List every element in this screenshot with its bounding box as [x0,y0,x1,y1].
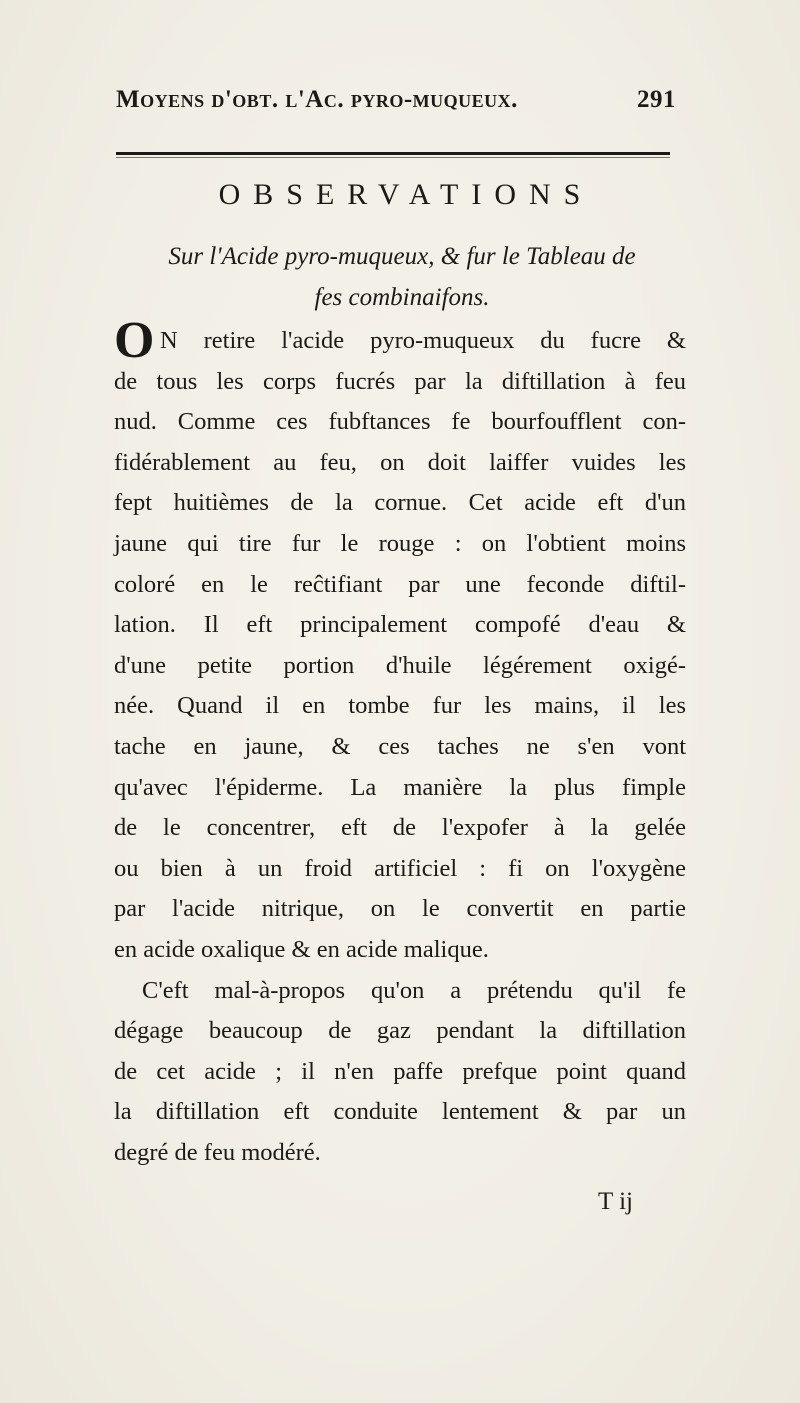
section-subheading [118,236,686,318]
text-line: née. Quand il en tombe fur les mains, il les [114,692,686,720]
text-line: fidérablement au feu, on doit laiffer vuides les [114,448,686,476]
text-line: ou bien à un froid artificiel : fi on l'oxygène [114,854,686,882]
text-line: N retire l'acide pyro-muqueux du fucre & [160,327,686,354]
subheading-line: fes combinaifons. [314,284,490,311]
text-line: C'eft mal-à-propos qu'on a prétendu qu'il fe [142,976,686,1004]
header-rule-thin [116,157,670,158]
body-text [114,321,686,1173]
text-line: lation. Il eft principalement compofé d'eau & [114,611,686,639]
section-heading: OBSERVATIONS [218,178,594,211]
running-head [116,86,676,126]
header-rule [116,152,670,155]
text-line: la diftillation eft conduite lentement & par un [114,1098,686,1126]
text-line: tache en jaune, & ces taches ne s'en vont [114,732,686,760]
text-line: coloré en le reĉtifiant par une feconde diftil- [114,570,686,598]
running-head-title: Moyens d'obt. l'Ac. pyro-muqueux. [116,86,518,113]
text-line: qu'avec l'épiderme. La manière la plus fimple [114,773,686,801]
text-line: de le concentrer, eft de l'expofer à la gelée [114,814,686,842]
text-line: par l'acide nitrique, on le convertit en partie [114,895,686,923]
text-line: de cet acide ; il n'en paffe prefque point quand [114,1057,686,1085]
text-line: degré de feu modéré. [114,1138,321,1166]
drop-cap: O [114,312,155,369]
page-number: 291 [637,86,676,113]
text-line: fept huitièmes de la cornue. Cet acide eft d'un [114,489,686,517]
subheading-line: Sur l'Acide pyro-muqueux, & fur le Tableau de [168,243,636,270]
signature-mark: T ij [598,1188,633,1215]
text-line: nud. Comme ces fubftances fe bourfoufflent con- [114,408,686,436]
text-line: jaune qui tire fur le rouge : on l'obtient moins [114,529,686,557]
text-line: de tous les corps fucrés par la diftillation à feu [114,367,686,395]
text-line: dégage beaucoup de gaz pendant la diftillation [114,1017,686,1045]
text-line: d'une petite portion d'huile légérement oxigé- [114,651,686,679]
text-line: en acide oxalique & en acide malique. [114,935,489,963]
